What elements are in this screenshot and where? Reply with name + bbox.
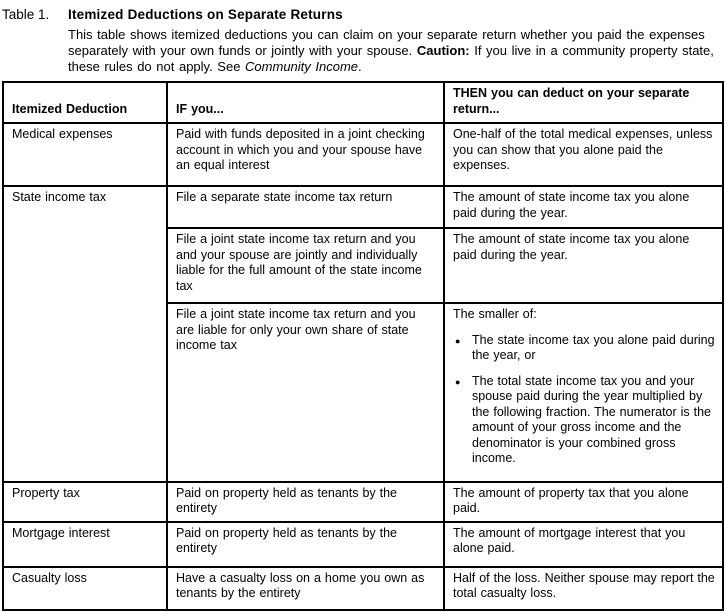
table-label: Table 1. — [2, 7, 50, 22]
itemized-deductions-table — [2, 81, 724, 611]
bullet-item — [455, 333, 716, 364]
document-header — [2, 6, 725, 23]
cell-if: Have a casualty loss on a home you own as tenants by the entirety — [167, 567, 444, 610]
bullet-icon: ● — [455, 376, 461, 387]
intro-paragraph — [68, 27, 716, 74]
table-row-mortgage-interest — [3, 522, 723, 567]
cell-then: The amount of property tax that you alone paid. — [444, 482, 723, 522]
cell-deduction: State income tax — [3, 186, 167, 482]
cell-deduction: Casualty loss — [3, 567, 167, 610]
then-intro: The smaller of: — [453, 307, 537, 322]
cell-if: Paid on property held as tenants by the entirety — [167, 522, 444, 567]
cell-if: File a joint state income tax return and you are liable for only your own share of state income tax — [167, 303, 444, 482]
bullet-item-text: The total state income tax you and your spouse paid during the year multiplied by the following fraction. The numerator is the amount of your gross income and the denominator is your combined gross income. — [472, 373, 712, 466]
caution-label: Caution: — [416, 42, 470, 58]
table-row-property-tax — [3, 482, 723, 522]
cell-deduction: Medical expenses — [3, 123, 167, 186]
table-row-medical-expenses — [3, 123, 723, 186]
column-header-then-deduct: THEN you can deduct on your separate return... — [444, 82, 723, 123]
column-header-if-you: IF you... — [167, 82, 444, 123]
reference-community-income: Community Income — [245, 58, 359, 74]
bullet-icon: ● — [455, 335, 461, 346]
table-row-state-income-tax-1 — [3, 186, 723, 228]
bullet-item — [455, 374, 716, 467]
cell-if: Paid on property held as tenants by the entirety — [167, 482, 444, 522]
cell-deduction: Property tax — [3, 482, 167, 522]
cell-then — [444, 303, 723, 482]
header-row — [3, 82, 723, 123]
cell-then: One-half of the total medical expenses, unless you can show that you alone paid the expenses. — [444, 123, 723, 186]
page-title: Itemized Deductions on Separate Returns — [68, 7, 343, 22]
cell-if: Paid with funds deposited in a joint checking account in which you and your spouse have an equal interest — [167, 123, 444, 186]
cell-if: File a joint state income tax return and you and your spouse are jointly and individually liable for the full amount of the state income tax — [167, 228, 444, 303]
intro-text-2: If you live in a community property state, these rules do not apply. See — [68, 42, 714, 74]
cell-then: The amount of mortgage interest that you alone paid. — [444, 522, 723, 567]
cell-then: Half of the loss. Neither spouse may report the total casualty loss. — [444, 567, 723, 610]
cell-then: The amount of state income tax you alone paid during the year. — [444, 186, 723, 228]
table-row-casualty-loss — [3, 567, 723, 610]
then-bullet-list — [453, 333, 716, 467]
cell-if: File a separate state income tax return — [167, 186, 444, 228]
bullet-item-text: The state income tax you alone paid during the year, or — [472, 332, 715, 363]
intro-text-3: . — [358, 58, 362, 74]
intro-text-1: This table shows itemized deductions you can claim on your separate return whether you paid the expenses separately with your own funds or jointly with your spouse. — [68, 27, 705, 58]
column-header-itemized-deduction: Itemized Deduction — [3, 82, 167, 123]
cell-deduction: Mortgage interest — [3, 522, 167, 567]
cell-then: The amount of state income tax you alone paid during the year. — [444, 228, 723, 303]
